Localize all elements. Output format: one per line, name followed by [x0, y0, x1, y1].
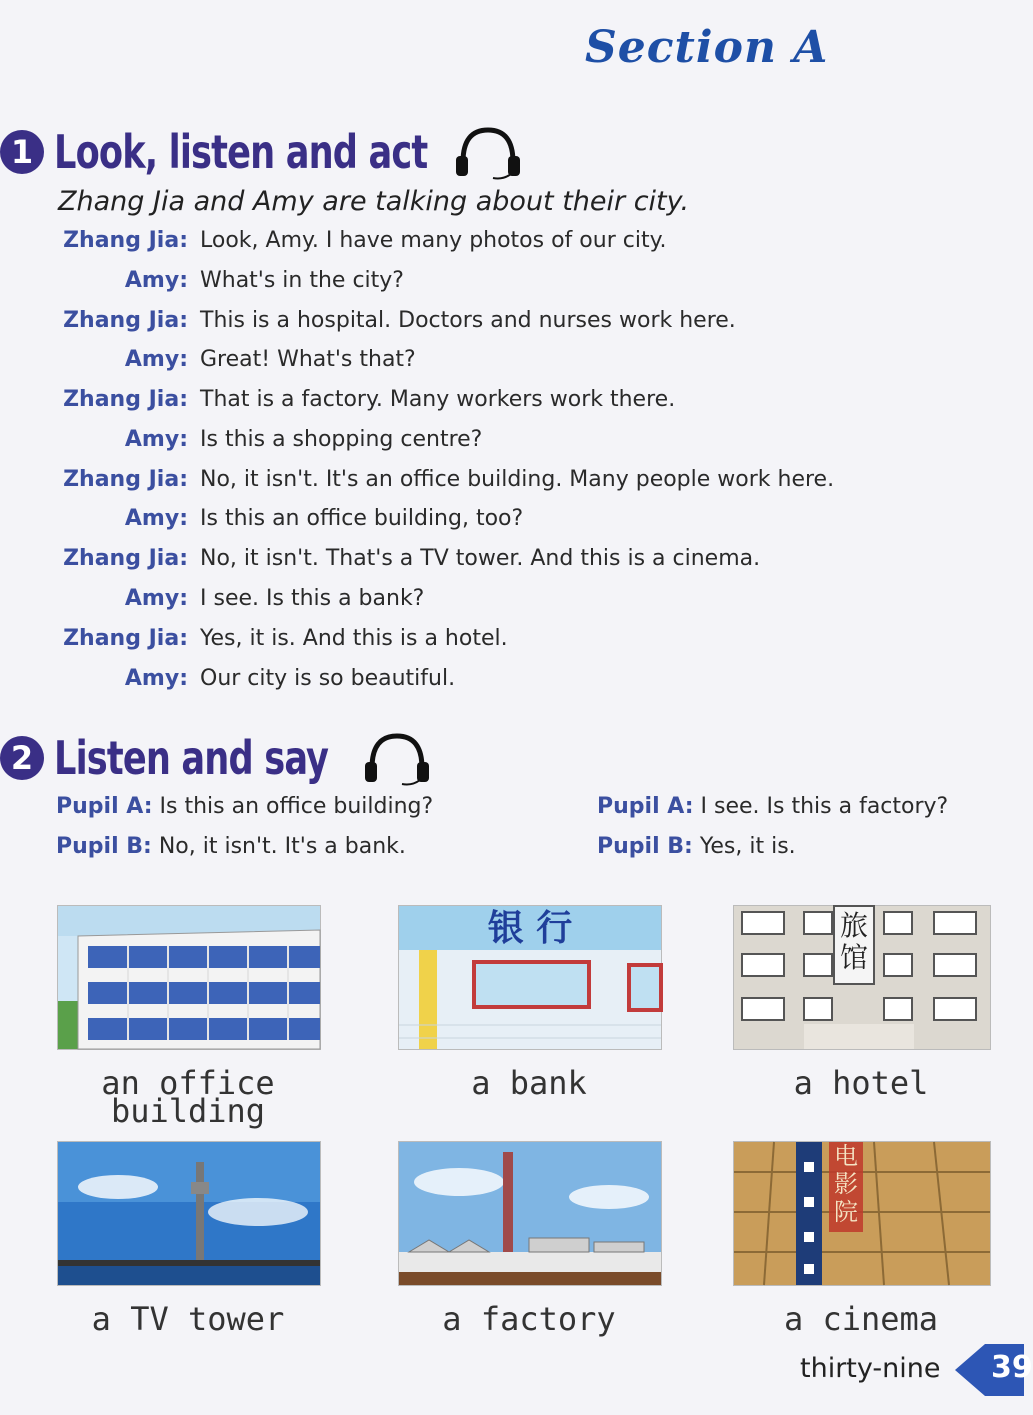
part1-intro: Zhang Jia and Amy are talking about their city. — [58, 186, 690, 217]
dialog-text: Is this a shopping centre? — [200, 427, 483, 452]
dialog-speaker: Amy: — [124, 586, 188, 611]
part2-heading — [0, 728, 432, 788]
part1-number-badge: 1 — [0, 130, 44, 174]
exchange-line — [56, 794, 433, 819]
dialog-text: No, it isn't. That's a TV tower. And this is a cinema. — [200, 546, 761, 571]
dialog-speaker: Zhang Jia: — [63, 228, 188, 253]
exchange-line — [56, 834, 406, 859]
tv-tower-label: a TV tower — [91, 1300, 285, 1338]
dialog-text: I see. Is this a bank? — [200, 586, 425, 611]
dialog-text: Is this an office building, too? — [200, 506, 524, 531]
pupil-label: Pupil B: — [597, 834, 693, 859]
pupil-label: Pupil A: — [56, 794, 153, 819]
hotel-sign: 旅馆 — [839, 909, 868, 974]
dialog-text: This is a hospital. Doctors and nurses work here. — [200, 308, 736, 333]
dialog-speaker: Amy: — [124, 666, 188, 691]
hotel-label: a hotel — [793, 1064, 929, 1102]
dialog-text: No, it isn't. It's an office building. Many people work here. — [200, 467, 835, 492]
dialog-speaker: Amy: — [124, 347, 188, 372]
bank-sign: 银 行 — [399, 906, 661, 950]
cinema-label: a cinema — [783, 1300, 939, 1338]
exchange-line — [597, 794, 948, 819]
dialog-speaker: Zhang Jia: — [63, 467, 188, 492]
dialog-speaker: Amy: — [124, 427, 188, 452]
exchange-text: Is this an office building? — [159, 794, 434, 819]
part1-title: Look, listen and act — [54, 125, 428, 179]
exchange-line — [597, 834, 796, 859]
page-number-tab — [955, 1340, 1033, 1404]
headphones-icon[interactable] — [453, 122, 523, 182]
dialog-text: Great! What's that? — [200, 347, 416, 372]
cinema-sign: 电影院 — [834, 1142, 858, 1226]
dialog-speaker: Zhang Jia: — [63, 387, 188, 412]
part2-title: Listen and say — [54, 731, 329, 785]
bank-label: a bank — [471, 1064, 587, 1102]
cinema-facade-graphic — [734, 1142, 990, 1285]
dialog-speaker: Zhang Jia: — [63, 308, 188, 333]
dialog-speaker: Zhang Jia: — [63, 546, 188, 571]
page-number: 39 — [991, 1350, 1033, 1385]
dialog-text: Look, Amy. I have many photos of our city. — [200, 228, 667, 253]
dialog-speaker: Zhang Jia: — [63, 626, 188, 651]
office-building-illustration — [57, 905, 321, 1050]
factory-illustration — [398, 1141, 662, 1286]
dialog-speaker: Amy: — [124, 506, 188, 531]
cinema-illustration — [733, 1141, 991, 1286]
page-number-words: thirty-nine — [800, 1353, 941, 1384]
bank-facade-graphic — [399, 950, 661, 1049]
pupil-label: Pupil A: — [597, 794, 694, 819]
dialog-text: Yes, it is. And this is a hotel. — [200, 626, 508, 651]
exchange-text: Yes, it is. — [699, 834, 796, 859]
office-label-line2: building — [110, 1092, 266, 1130]
dialog-text: That is a factory. Many workers work there. — [200, 387, 676, 412]
bank-illustration — [398, 905, 662, 1050]
tv-tower-illustration — [57, 1141, 321, 1286]
factory-label: a factory — [442, 1300, 616, 1338]
office-label-line1: an office — [101, 1064, 275, 1102]
dialog-text: What's in the city? — [200, 268, 404, 293]
section-title: Section A — [585, 22, 829, 73]
hotel-illustration — [733, 905, 991, 1050]
headphones-icon[interactable] — [362, 728, 432, 788]
exchange-text: No, it isn't. It's a bank. — [158, 834, 406, 859]
exchange-text: I see. Is this a factory? — [700, 794, 949, 819]
pupil-label: Pupil B: — [56, 834, 152, 859]
part1-heading — [0, 122, 523, 182]
part2-number-badge: 2 — [0, 736, 44, 780]
dialog-text: Our city is so beautiful. — [200, 666, 456, 691]
dialog-speaker: Amy: — [124, 268, 188, 293]
